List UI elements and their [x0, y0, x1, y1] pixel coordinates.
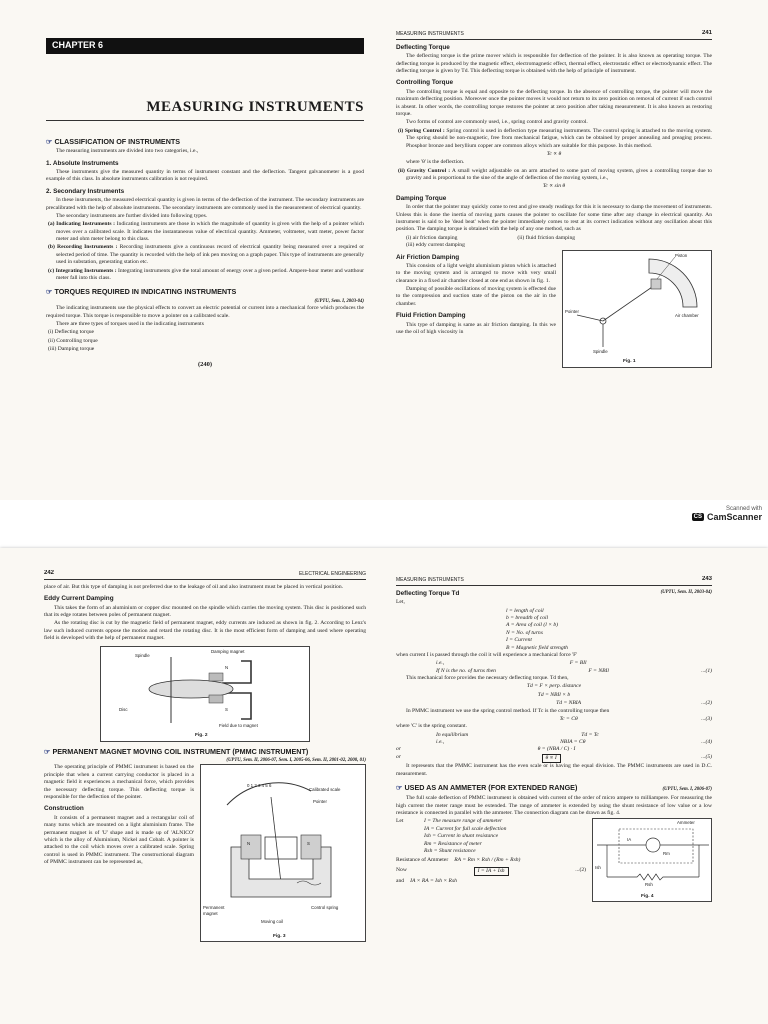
controlling-forms: Two forms of control are commonly used, i.e., spring control and gravity control. — [406, 119, 588, 126]
running-head: MEASURING INSTRUMENTS — [396, 577, 464, 584]
fig3-label-ticks: 0 1 2 3 4 5 6 — [247, 783, 272, 789]
force-line: when current I is passed through the coil it will experience a mechanical force 'F' — [396, 651, 578, 658]
fig1-label-chamber: Air chamber — [675, 312, 699, 318]
deflecting-text: The deflecting torque is the prime mover which is responsible for deflection of the pointer. It is also known as operating torque. The deflecting torque is produced by the magnetic effect, electromagnetic effect, thermal effect, electrostatic effect or electrodynamic effect. The deflecting torque is given by Td. This deflecting torque is obtained with the help of principle of instrument. — [396, 53, 712, 75]
page-241 — [396, 30, 712, 470]
running-header — [396, 30, 712, 40]
figure-2-eddy-damping — [100, 646, 310, 742]
fig3-caption: Fig. 3 — [273, 934, 286, 940]
damping-method: (iii) eddy current damping — [406, 242, 465, 249]
resistance-row: Resistance of Ammeter RA = Rm × Rsh / (Rm + Rsh) — [396, 857, 521, 864]
construction-heading: Construction — [44, 805, 84, 813]
ammeter-definitions — [424, 818, 506, 855]
spring-line: In PMMC instrument we use the spring control method. If Tc is the controlling torque then — [406, 707, 610, 714]
pmmc-text: The operating principle of PMMC instrument is based on the principle that when a current carrying conductor is placed in a magnetic field it experiences a mechanical force, which provides the necessary deflecting torque. This deflecting torque is responsible for the deflection of the pointer. — [44, 764, 194, 800]
gravity-equation: Tc ∝ sin θ — [542, 183, 566, 190]
fig4-label-rsh: Rsh — [645, 882, 653, 888]
fig3-label-coil: Moving coil — [261, 919, 283, 925]
eddy-damping-diagram — [101, 647, 311, 733]
definition-row: Rsh = Shunt resistance — [424, 847, 476, 854]
fig2-caption: Fig. 2 — [195, 733, 208, 739]
spring-where: where 'θ' is the deflection. — [406, 159, 465, 166]
where-c: where 'C' is the spring constant. — [396, 723, 467, 730]
gravity-control: (ii) Gravity Control : A small weight adjustable on an arm attached to some part of moving system, gives a controlling torque due to gravity and is proportional to the sine of the angle of deflection of the moving system, i.e., — [398, 167, 712, 182]
torque-list-item: (ii) Controlling torque — [48, 337, 98, 344]
torques-ref: (UPTU, Sem. I, 2003-04) — [314, 298, 364, 304]
lower-spread — [0, 548, 768, 1024]
definition-row: N = No. of turns — [506, 629, 543, 636]
air-text: This consists of a light weight aluminium piston which is attached to the moving system and is arranged to move with very small clearance in a fixed air chamber closed at one end as shown in fig. 1. — [396, 262, 556, 284]
damping-heading: Damping Torque — [396, 194, 447, 202]
running-head: MEASURING INSTRUMENTS — [396, 31, 464, 38]
fluid-heading: Fluid Friction Damping — [396, 312, 466, 320]
fig2-label-spindle: Spindle — [135, 652, 150, 658]
running-head: ELECTRICAL ENGINEERING — [298, 571, 366, 578]
figure-1-air-damping — [562, 250, 712, 368]
fig1-label-piston: Piston — [675, 252, 688, 258]
fig3-label-magnet: Permanent magnet — [203, 905, 225, 917]
eddy-text: This takes the form of an aluminium or copper disc mounted on the spindle which carries the moving system. This disc is positioned such that its edge rotates between poles of permanent magnet. — [44, 604, 366, 619]
ammeter-defs-col — [396, 818, 586, 902]
hand-arrow-icon: ☞ — [46, 287, 55, 297]
hand-arrow-icon: ☞ — [44, 746, 53, 756]
air-friction-text-col — [396, 250, 556, 368]
upper-spread — [0, 0, 768, 500]
section-pmmc: ☞ PERMANENT MAGNET MOVING COIL INSTRUMENT (PMMC INSTRUMENT) — [44, 746, 309, 756]
pmmc-block — [44, 764, 366, 942]
equation-row: If N is the no. of turns then F = NBIl ...(1) — [436, 667, 712, 674]
fig3-label-spring: Control spring — [311, 905, 339, 911]
equation: Td = NBIl × b — [537, 691, 571, 698]
torques-text: The indicating instruments use the physical effects to convert an electric potential or current into a mechanical force which produces the required torque. This torque is responsible to move a pointer on a calibrated scale. — [46, 305, 364, 319]
fig3-label-pointer: Pointer — [313, 799, 327, 805]
definition-row: B = Magnetic field strength — [506, 644, 568, 651]
definition-row: IA = Current for full scale deflection — [424, 825, 507, 832]
controlling-heading: Controlling Torque — [396, 79, 454, 87]
absolute-text: These instruments give the measured quantity in terms of instrument constant and the deflection. Tangent galvanometer is a good example of this class. In absolute instruments calibration is not required. — [46, 169, 364, 183]
chapter-title: MEASURING INSTRUMENTS — [46, 98, 364, 121]
deflecting-torque-heading: Deflecting Torque Td (UPTU, Sem. II, 2003-04) — [396, 589, 712, 597]
definition-row: b = breadth of coil — [506, 615, 549, 622]
ammeter-text: The full scale deflection of PMMC instrument is obtained with current of the order of micro ampere to milliampere. For measuring the high current the meter range must be extended. The range of ammeter is extended by using the shunt resistance of low value or a low resistance is connected in parallel with the ammeter. The connection diagram can be drawn as fig. 4. — [396, 795, 712, 817]
camscanner-logo: CS — [693, 514, 702, 520]
fig2-label-s: S — [225, 706, 228, 712]
fig3-label-scale: Calibrated scale — [309, 787, 341, 793]
damping-method: (ii) fluid friction damping — [517, 234, 576, 241]
scanner-watermark: Scanned with CS CamScanner — [693, 506, 762, 522]
fig3-label-n: N — [247, 841, 251, 847]
pmmc-text-col — [44, 764, 194, 942]
page-number: 241 — [701, 30, 712, 36]
secondary-heading: 2. Secondary Instruments — [46, 187, 125, 195]
air-friction-block — [396, 250, 712, 368]
section-ammeter: ☞ USED AS AN AMMETER (FOR EXTENDED RANGE) (UPTU, Sem. I, 2006-07) — [396, 782, 712, 792]
spring-equation: Tc ∝ θ — [546, 150, 562, 157]
running-header — [396, 576, 712, 586]
page-number: 242 — [44, 570, 55, 576]
torque-list-item: (i) Deflecting torque — [48, 329, 94, 336]
fig2-label-disc: Disc — [119, 706, 128, 712]
and-row: and IA × RA = Ish × Rsh — [396, 878, 457, 885]
torque-line: This mechanical force provides the necessary deflecting torque. Td then, — [406, 675, 569, 682]
torque-list-item: (iii) Damping torque — [48, 346, 95, 353]
equation-row: or θ ∝ I ...(5) — [396, 754, 712, 763]
eddy-text-2: As the rotating disc is cut by the magnetic field of permanent magnet, eddy currents are induced as shown in fig. 2. According to Lenz's law such induced currents oppose the motion and retard the rotating disc. It is the most efficient form of damping and used where operating field is developed with the help of permanent magnet. — [44, 620, 366, 642]
fig1-label-pointer: Pointer — [565, 308, 579, 314]
figure-4-ammeter — [592, 818, 712, 902]
hand-arrow-icon: ☞ — [46, 136, 55, 146]
page-243 — [396, 576, 712, 1022]
fig2-label-magnet: Damping magnet — [211, 648, 245, 654]
eddy-heading: Eddy Current Damping — [44, 595, 114, 603]
running-header — [44, 570, 366, 580]
spring-control: (i) Spring Control : Spring control is used in deflection type measuring instruments. The control spring is attached to the moving system. The spring should be non-magnetic, free from mechanical fatigue, which can be obtained by proper annealing and preaging process. Phosphor bronze and beryllium copper are common alloys which are suitable for this purpose. In this method. — [398, 127, 712, 149]
torques-list-intro: There are three types of torques used in the indicating instruments — [56, 320, 204, 327]
construction-text: It consists of a permanent magnet and a rectangular coil of many turns which are mounted on a light aluminium frame. The permanent magnet is of 'U' shape and is made up of 'ALNICO' which is the alloy of Aluminium, Nickel and Cobalt. A pointer is attached to the coil which moves over a calibrated scale. Spring control is used in PMMC instrument. The constructional diagram of PMMC instrument can be represented as, — [44, 814, 194, 866]
fig4-label-rm: Rm — [663, 851, 670, 857]
continued-text: place of air. But this type of damping is not preferred due to the leakage of oil and also instrument must be placed in vertical position. — [44, 583, 344, 590]
air-damping-diagram — [563, 251, 712, 359]
fig1-label-spindle: Spindle — [593, 348, 608, 354]
classification-intro: The measuring instruments are divided into two categories, i.e., — [56, 148, 199, 155]
type-integrating: (c) Integrating Instruments : Integrating instruments give the total amount of energy over a given period. Ampere-hour meter and watthour meter fall into this class. — [48, 267, 364, 281]
equation-row: In equilibrium Td = Tc — [436, 731, 599, 738]
fig4-label-ish: Ish — [595, 865, 601, 871]
chapter-banner: CHAPTER 6 — [46, 38, 364, 54]
equation-row: i.e., F = BIl — [436, 660, 587, 667]
now-row: Now I = IA + Ish ...(2) — [396, 867, 586, 876]
controlling-text: The controlling torque is equal and opposite to the deflecting torque. In the absence of controlling torque, the pointer will move the maximum deflecting position. Moreover once the pointer moves it would not return to its zero position on removal of current if such control is absent. In other words, the controlling torque restores the pointer at zero position after taking measurement. It is also known as restoring torque. — [396, 88, 712, 118]
damping-method: (i) air friction damping — [406, 234, 458, 241]
figure-3-pmmc — [200, 764, 366, 942]
definition-row: l = length of coil — [506, 607, 544, 614]
fluid-text: This type of damping is same as air friction damping. In this we use the oil of high viscosity in — [396, 321, 556, 336]
air-heading: Air Friction Damping — [396, 253, 460, 261]
definition-row: Ish = Current in shunt resistance — [424, 833, 499, 840]
section-torques: ☞ TORQUES REQUIRED IN INDICATING INSTRUMENTS — [46, 287, 237, 297]
page-number: 243 — [701, 576, 712, 582]
section-classification: ☞ CLASSIFICATION OF INSTRUMENTS — [46, 136, 181, 146]
air-text-2: Damping of possible oscillations of moving system is effected due to the compression and suction state of the piston on the air in the chamber. — [396, 286, 556, 307]
fig4-label-ammeter: Ammeter — [677, 820, 695, 826]
equation-row: or θ = (NBA / C) · I — [396, 746, 576, 753]
type-indicating: (a) Indicating Instruments : Indicating instruments are those in which the magnitude of quantity is given with the help of a pointer which moves over a calibrated scale. It indicates the instantaneous value of electrical quantity. Ammeter, voltmeter, watt meter, power factor meter and ohm meter belong to this class. — [48, 221, 364, 243]
pmmc-ref: (UPTU, Sem. II, 2006-07, Sem. I, 2005-06, Sem. II, 2001-02, 2000, 01) — [226, 758, 366, 764]
fig2-label-n: N — [225, 664, 229, 670]
definition-row: A = Area of coil (l × b) — [506, 622, 559, 629]
equation-row: Tc = Cθ ...(3) — [559, 715, 712, 722]
fig3-label-s: S — [307, 841, 310, 847]
ammeter-block — [396, 818, 712, 902]
scan-gap — [0, 500, 768, 548]
page-240 — [46, 38, 364, 478]
hand-arrow-icon: ☞ — [396, 782, 405, 792]
damping-text: In order that the pointer may quickly come to rest and give steady readings for this it is necessary to damp the movement of instruments. Unless this is done the inertia of moving parts causes the pointer to oscillate for some time after any change in electrical quantity. An instrument is said to be 'dead beat' when the pointer immediately comes to rest at its correct indication without any oscillation about this position. The damping torque is obtained with the help of any one method, such as — [396, 204, 712, 233]
secondary-further: The secondary instruments are further divided into following types. — [56, 212, 208, 219]
equation: Td = F × perp. distance — [526, 683, 582, 690]
definition-row: Rm = Resistance of meter — [424, 840, 482, 847]
page-242 — [44, 570, 366, 1024]
fig4-caption: Fig. 4 — [641, 894, 654, 900]
deflecting-heading: Deflecting Torque — [396, 43, 450, 51]
page-number: (240) — [197, 361, 213, 369]
fig2-label-field: Field due to magnet — [219, 722, 258, 728]
equation-row: Td = NBIA ...(2) — [556, 700, 712, 707]
equation-row: i.e., NBIA = Cθ ...(4) — [436, 739, 712, 746]
let-label: Let — [396, 818, 404, 825]
fig1-caption: Fig. 1 — [623, 359, 636, 365]
fig4-label-ia: IA — [627, 837, 632, 843]
let-label: Let, — [396, 599, 405, 606]
absolute-heading: 1. Absolute Instruments — [46, 159, 119, 167]
secondary-text: In these instruments, the measured electrical quantity is given in terms of the deflection of the instrument. The secondary instruments are precalibrated with the help of absolute instruments. The secondary instruments are commonly used in the measurement of electrical quantity. — [46, 197, 364, 211]
definition-row: I = The measure range of ammeter — [424, 818, 503, 825]
definition-row: I = Current — [506, 637, 532, 644]
type-recording: (b) Recording Instruments : Recording instruments give a continuous record of electrical quantity being measured over a required or selected period of time. The quantity is recorded with the help of ink pen moving on a graph paper. This type of instruments are generally used in substation, generating station etc. — [48, 244, 364, 266]
conclusion: It represents that the PMMC instrument has the even scale or is having the equal division. The PMMC instruments are used in D.C. measurement. — [396, 763, 712, 777]
